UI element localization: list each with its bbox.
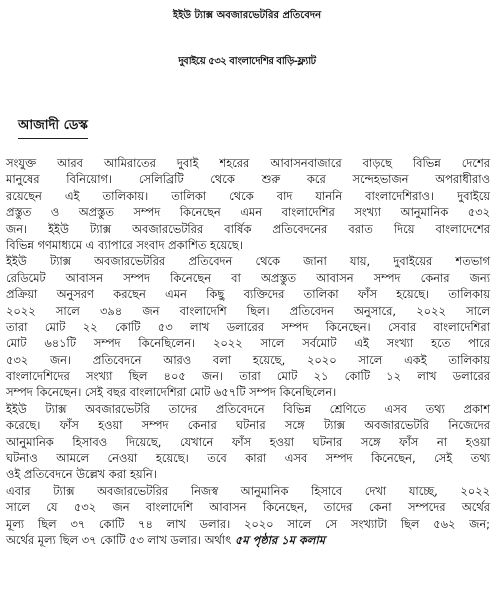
body-line: করেছে। ফাঁস হওয়া সম্পদ কেনার ঘটনার সঙ্গে ট্যাক্স অবজারভেটরি নিজেদের <box>6 418 490 433</box>
body-line: সম্পদ কিনেছেন। সেই বছর বাংলাদেশিরা মোট ৬৫৭টি সম্পদ কিনেছিলেন। <box>6 385 337 400</box>
body-line: ৫৩২ জন। প্রতিবেদনে আরও বলা হয়েছে, ২০২০ সালে একই তালিকায় <box>6 352 490 367</box>
body-line: এবার ট্যাক্স অবজারভেটরির নিজস্ব আনুমানিক হিসাবে দেখা যাচ্ছে, ২০২২ <box>6 483 490 498</box>
body-line: জন। ইইউ ট্যাক্স অবজারভেটরির বার্ষিক প্রতিবেদনের বরাত দিয়ে বাংলাদেশের <box>6 221 490 236</box>
body-line: ইইউ ট্যাক্স অবজারভেটরি তাদের প্রতিবেদনে বিভিন্ন শ্রেণিতে এসব তথ্য প্রকাশ <box>6 401 490 416</box>
body-line: প্রস্তুত ও অপ্রস্তুত সম্পদ কিনেছেন এমন বাংলাদেশির সংখ্যা আনুমানিক ৫৩২ <box>6 205 490 220</box>
body-line: সালে যে ৫৩২ জন বাংলাদেশি আবাসন কিনেছেন, তাদের কেনা সম্পদের অর্থের <box>6 500 490 515</box>
body-line: মানুষের বিনিয়োগ। সেলিব্রিটি থেকে শুরু করে সন্দেহভাজন অপরাধীরাও <box>6 172 490 187</box>
body-line: সংযুক্ত আরব আমিরাতের দুবাই শহরের আবাসনবাজারে বাড়ছে বিভিন্ন দেশের <box>6 156 490 170</box>
body-line: রয়েছেন এই তালিকায়। তালিকা থেকে বাদ যাননি বাংলাদেশিরাও। দুবাইয়ে <box>6 188 490 203</box>
body-line: বিভিন্ন গণমাধ্যমে এ ব্যাপারে সংবাদ প্রকাশিত হয়েছে। <box>6 237 243 252</box>
article-byline: আজাদী ডেস্ক <box>18 117 88 139</box>
body-line-final-text: অর্থের মূল্য ছিল ৩৭ কোটি ৫৩ লাখ ডলার। অর্থাৎ <box>6 532 232 547</box>
body-line: ওই প্রতিবেদনে উল্লেখ করা হয়নি। <box>6 467 157 482</box>
body-line: ঘটনাও আমলে নেওয়া হয়েছে। তবে কারা এসব সম্পদ কিনেছেন, সেই তথ্য <box>6 451 490 466</box>
article-body <box>0 155 494 548</box>
body-line: বাংলাদেশিদের সংখ্যা ছিল ৪০৫ জন। তারা মোট ২১ কোটি ১২ লাখ ডলারের <box>6 369 490 384</box>
article-kicker: ইইউ ট্যাক্স অবজারভেটরির প্রতিবেদন <box>172 10 322 21</box>
body-line: আনুমানিক হিসাবও দিয়েছে, যেখানে ফাঁস হওয়া ঘটনার সঙ্গে ফাঁস না হওয়া <box>6 434 490 449</box>
continuation-reference: ৫ম পৃষ্ঠার ১ম কলাম <box>234 532 325 547</box>
body-line: মূল্য ছিল ৩৭ কোটি ৭৪ লাখ ডলার। ২০২০ সালে সে সংখ্যাটা ছিল ৫৬২ জন; <box>6 516 490 531</box>
article-headline: দুবাইয়ে ৫৩২ বাংলাদেশির বাড়ি-ফ্ল্যাট <box>178 56 316 67</box>
body-line: তারা মোট ২২ কোটি ৫৩ লাখ ডলারের সম্পদ কিনেছেন। সেবার বাংলাদেশিরা <box>6 319 490 334</box>
body-line: প্রক্রিয়া অনুসরণ করছেন এমন কিছু ব্যক্তিদের তালিকা ফাঁস হয়েছে। তালিকায় <box>6 287 490 302</box>
body-line-final <box>0 532 494 548</box>
body-line: ২০২২ সালে ৩৯৪ জন বাংলাদেশি ছিল। প্রতিবেদন অনুসারে, ২০২২ সালে <box>6 303 490 318</box>
body-line: মোট ৬৪১টি সম্পদ কিনেছিলেন। ২০২২ সালে সর্বমোট এই সংখ্যা হতে পারে <box>6 336 490 351</box>
body-line: রেডিমেট আবাসন সম্পদ কিনেছেন বা অপ্রস্তুত আবাসন সম্পদ কেনার জন্য <box>6 270 490 285</box>
body-line: ইইউ ট্যাক্স অবজারভেটরির প্রতিবেদন থেকে জানা যায়, দুবাইয়ের শতভাগ <box>6 254 490 269</box>
